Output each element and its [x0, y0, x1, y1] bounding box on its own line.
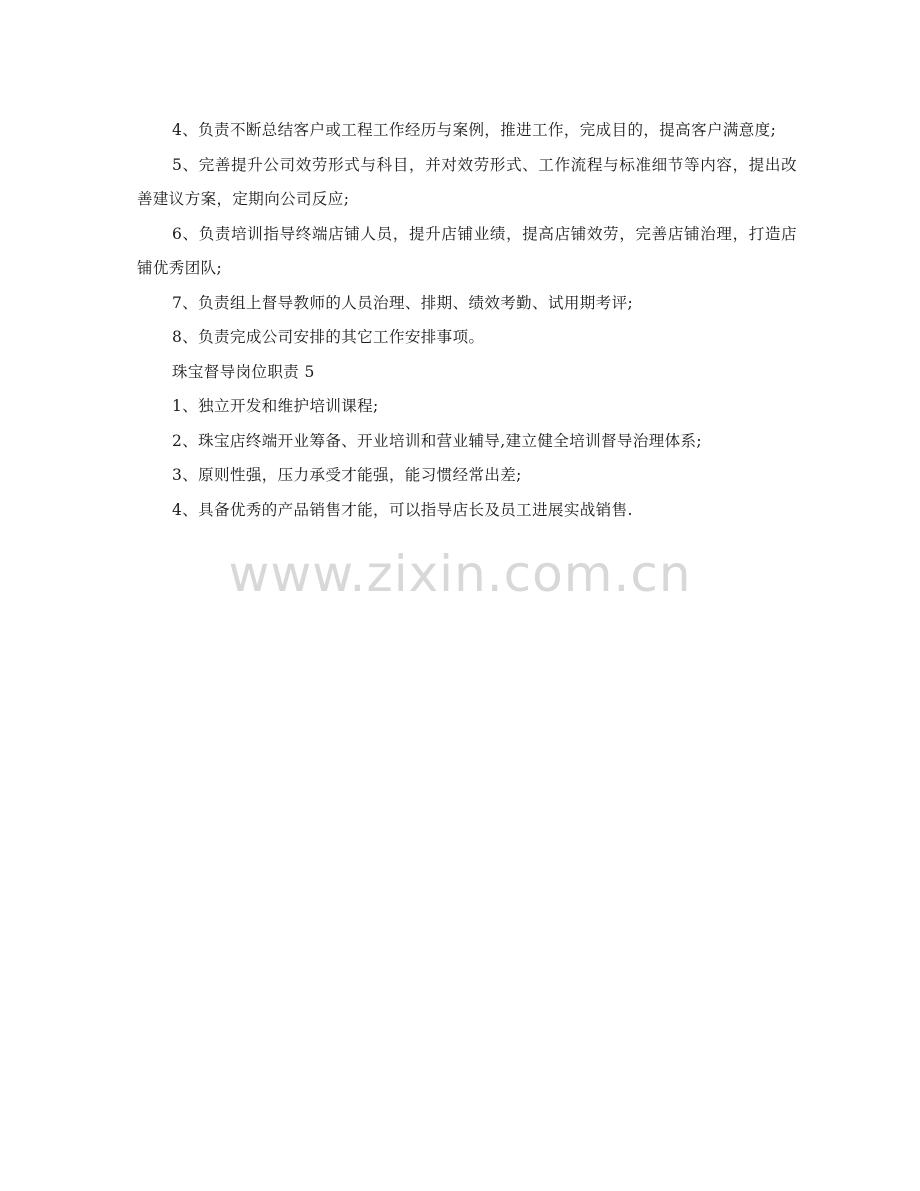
duty-item-7: 7、负责组上督导教师的人员治理、排期、绩效考勤、试用期考评; [172, 293, 634, 312]
requirement-item-1: 1、独立开发和维护培训课程; [172, 397, 379, 415]
document-body [137, 113, 797, 527]
duty-item-8: 8、负责完成公司安排的其它工作安排事项。 [172, 328, 485, 346]
watermark: www.zixin.com.cn [228, 545, 692, 603]
duty-item-6: 6、负责培训指导终端店铺人员，提升店铺业绩，提高店铺效劳，完善店铺治理，打造店铺优秀团队; [137, 224, 797, 277]
requirement-item-2: 2、珠宝店终端开业筹备、开业培训和营业辅导,建立健全培训督导治理体系; [172, 431, 703, 450]
duty-item-4: 4、负责不断总结客户或工程工作经历与案例，推进工作，完成目的，提高客户满意度; [172, 121, 777, 139]
requirement-item-4: 4、具备优秀的产品销售才能，可以指导店长及员工进展实战销售. [172, 500, 633, 519]
section-heading: 珠宝督导岗位职责 5 [172, 362, 315, 381]
requirement-item-3: 3、原则性强，压力承受才能强，能习惯经常出差; [172, 466, 522, 484]
duty-item-5: 5、完善提升公司效劳形式与科目，并对效劳形式、工作流程与标准细节等内容，提出改善建议方案，定期向公司反应; [137, 155, 797, 208]
